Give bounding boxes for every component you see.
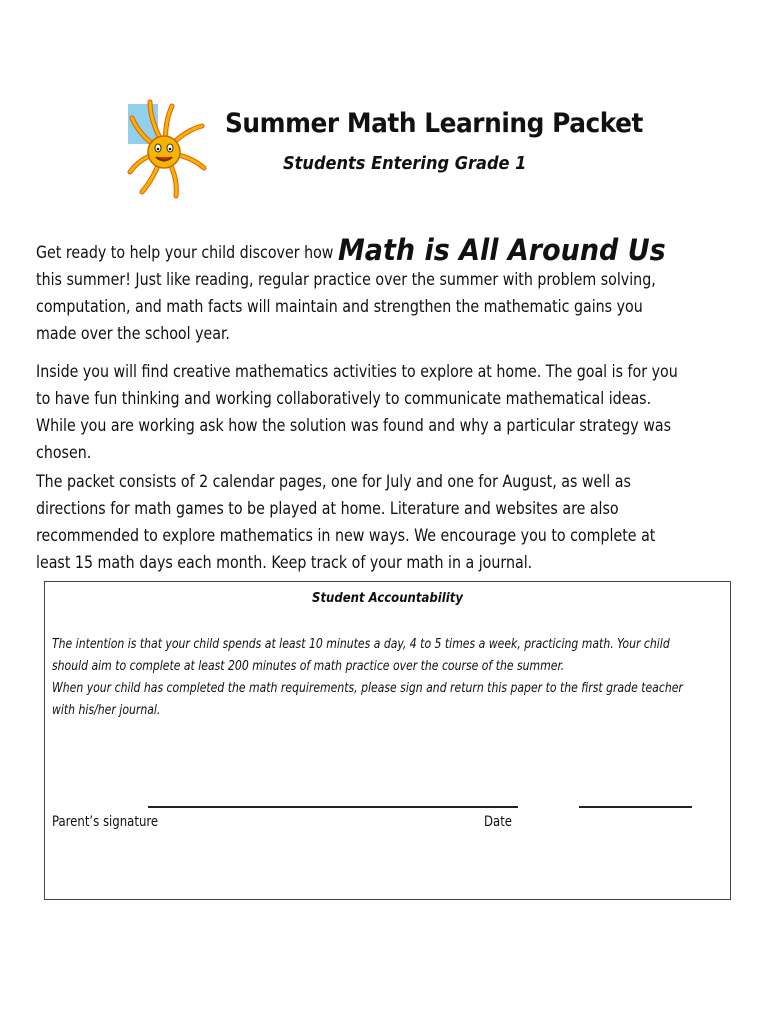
intro-text-after: this summer! Just like reading, regular practice over the summer with problem solving, computation, and math facts will maintain and strengthen the mathematic gains you made over the school year.	[36, 270, 656, 344]
page-title: Summer Math Learning Packet	[225, 108, 643, 139]
page-subtitle: Students Entering Grade 1	[283, 153, 527, 174]
intro-highlight: Math is All Around Us	[337, 233, 666, 267]
date-line[interactable]	[579, 806, 692, 808]
date-label: Date	[484, 814, 513, 830]
intro-paragraph-3: The packet consists of 2 calendar pages, one for July and one for August, as well as directions for math games to be played at home. Literature and websites are also recommended to explore mathematics in new ways. We encourage you to complete at least 15 math days each month. Keep track of your math in a journal.	[36, 472, 656, 573]
parent-signature-line[interactable]	[148, 806, 518, 808]
accountability-text-1: The intention is that your child spends at least 10 minutes a day, 4 to 5 times a week, practicing math. Your child should aim to complete at least 200 minutes of math practice over the course of the summer.	[52, 637, 670, 674]
accountability-title: Student Accountability	[312, 591, 463, 606]
intro-paragraph-1	[36, 233, 687, 348]
accountability-box	[44, 581, 731, 900]
parent-signature-label: Parent’s signature	[52, 814, 159, 830]
sun-icon	[124, 96, 208, 200]
accountability-text-2: When your child has completed the math requirements, please sign and return this paper to the first grade teacher with his/her journal.	[52, 681, 683, 718]
accountability-text	[52, 634, 694, 722]
intro-paragraph-2: Inside you will find creative mathematics activities to explore at home. The goal is for you to have fun thinking and working collaboratively to communicate mathematical ideas. While you are working ask how the solution was found and why a particular strategy was chosen.	[36, 362, 678, 463]
intro-text-before: Get ready to help your child discover how	[36, 243, 338, 263]
